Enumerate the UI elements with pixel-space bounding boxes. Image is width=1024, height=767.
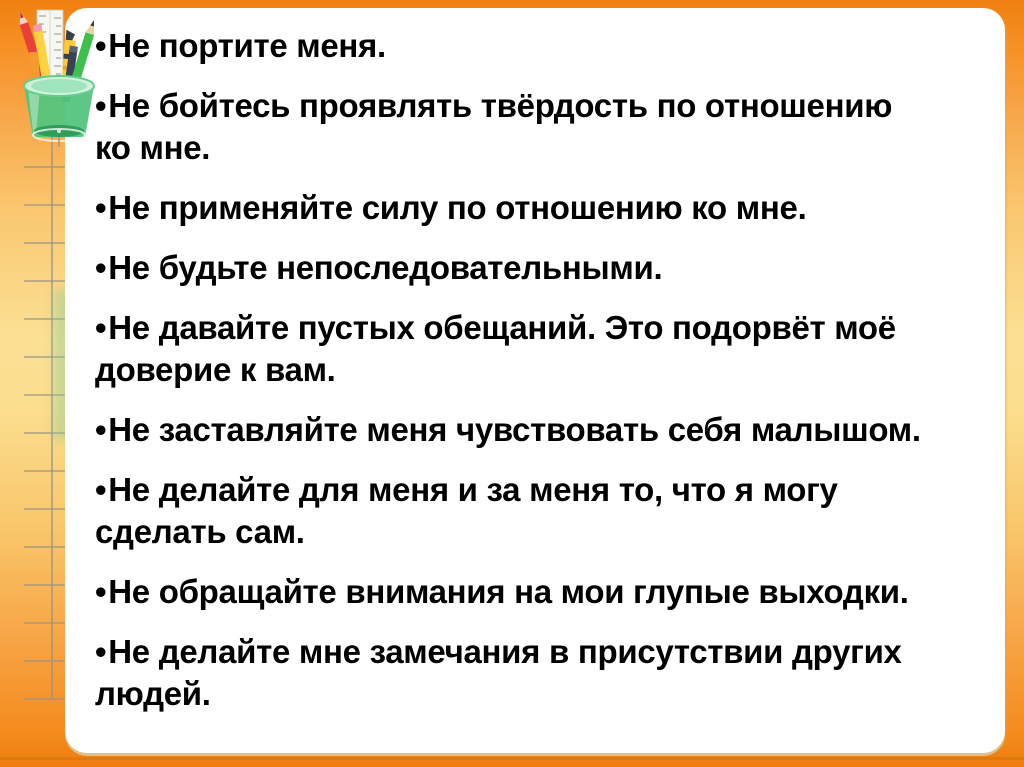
list-item (95, 25, 990, 67)
bottom-edge-shade (0, 757, 1024, 760)
list-item-text-line2: сделать сам. (95, 513, 305, 550)
list-item-text: Не делайте для меня и за меня то, что я могу (108, 471, 838, 508)
list-item-text-line2: людей. (95, 675, 211, 712)
list-item-text: Не применяйте силу по отношению ко мне. (108, 189, 807, 226)
notebook-margin-line (51, 132, 53, 698)
list-item-text-line2: доверие к вам. (95, 351, 336, 388)
list-item (95, 187, 990, 229)
bullet-point: • (95, 189, 107, 226)
bullet-point: • (95, 27, 107, 64)
cup-icon (24, 76, 94, 147)
list-item (95, 469, 990, 553)
list-item-text: Не бойтесь проявлять твёрдость по отношению (108, 87, 893, 124)
bullet-point: • (95, 471, 107, 508)
bullet-point: • (95, 633, 107, 670)
list-item-text: Не будьте непоследовательными. (108, 249, 663, 286)
bullet-point: • (95, 573, 107, 610)
bullet-point: • (95, 87, 107, 124)
pencil-cup-illustration (6, 4, 112, 148)
list-item (95, 85, 990, 169)
rules-list (95, 25, 990, 715)
list-item (95, 247, 990, 289)
list-item-text: Не делайте мне замечания в присутствии других (108, 633, 902, 670)
list-item (95, 409, 990, 451)
list-item (95, 631, 990, 715)
bullet-point: • (95, 249, 107, 286)
list-item-text: Не обращайте внимания на мои глупые выходки. (108, 573, 909, 610)
bullet-point: • (95, 309, 107, 346)
list-item (95, 307, 990, 391)
list-item-text: Не давайте пустых обещаний. Это подорвёт моё (108, 309, 896, 346)
list-item-text: Не заставляйте меня чувствовать себя малышом. (108, 411, 921, 448)
bullet-point: • (95, 411, 107, 448)
list-item-text-line2: ко мне. (95, 129, 211, 166)
list-item (95, 571, 990, 613)
content-card (65, 8, 1005, 753)
list-item-text: Не портите меня. (108, 27, 386, 64)
